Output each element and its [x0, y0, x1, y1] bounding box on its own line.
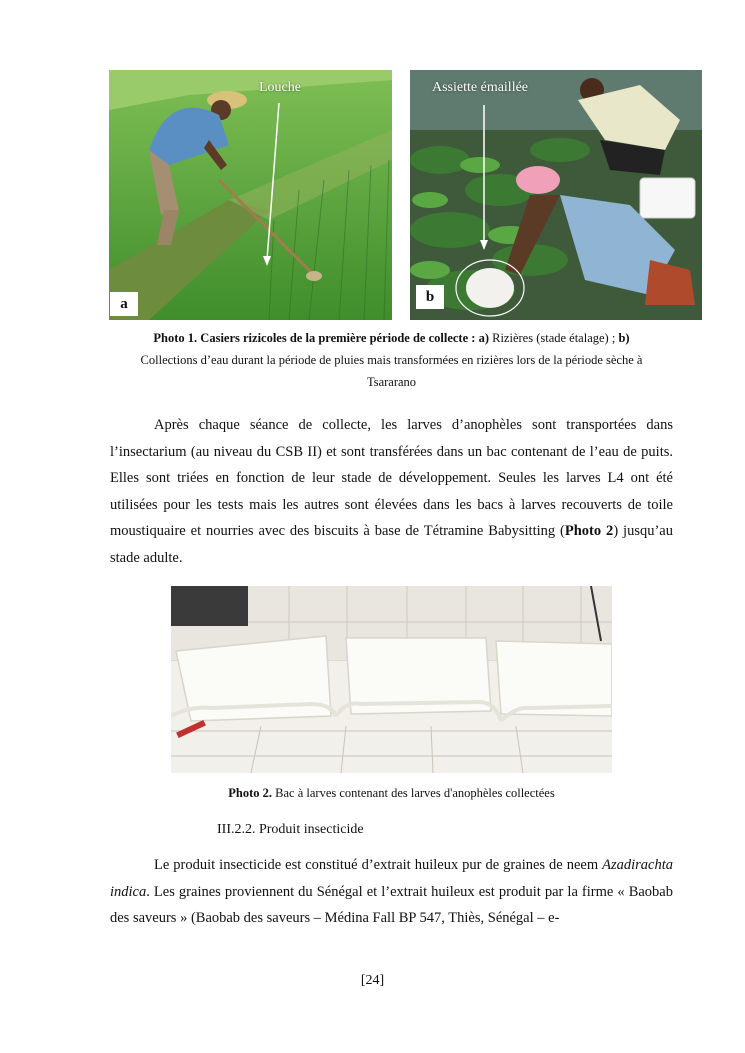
photo-1-caption-a-key: a) — [478, 331, 489, 345]
photo-1-caption-b-key: b) — [618, 331, 630, 345]
photo-1-caption-a-text: Rizières (stade étalage) ; — [492, 331, 616, 345]
photo-2-caption — [100, 782, 683, 804]
photo-1-caption — [100, 327, 683, 393]
photo-1-caption-b-text: Collections d’eau durant la période de pluies mais transformées en rizières lors de la période sèche à — [140, 353, 643, 367]
photo-2-caption-title: Photo 2. — [228, 786, 273, 800]
paragraph-1-text-before: Après chaque séance de collecte, les larves d’anophèles sont transportées dans l’insectarium (au niveau du CSB II) et sont transférées dans un bac contenant de l’eau de puits. Elles sont triées en fonction de leur stade de développement. Seules les larves L4 ont été utilisées pour les tests mais les autres sont élevées dans les bacs à larves recouverts de toile moustiquaire et nourries avec des biscuits à base de Tétramine Babysitting ( — [110, 417, 673, 539]
page-number: [24] — [360, 973, 385, 988]
photo-2-larvae-trays — [171, 586, 612, 773]
section-heading: III.2.2. Produit insecticide — [217, 822, 364, 837]
photo-1b-letter: b — [416, 285, 444, 309]
photo-1b-water-collection — [410, 70, 702, 320]
paragraph-2-species: Azadirachta indica — [110, 857, 673, 900]
photo-1-caption-b-text2: Tsararano — [366, 375, 417, 389]
photo-2-illustration — [171, 586, 612, 773]
photo-1a-rice-field — [109, 70, 392, 320]
paragraph-1-text-after: ) jusqu’au stade adulte. — [110, 523, 673, 566]
photo-1a-illustration — [109, 70, 392, 320]
paragraph-2-text-after: . Les graines proviennent du Sénégal et l’extrait huileux est produit par la firme « Baobab des saveurs » (Baobab des saveurs – Médina Fall BP 547, Thiès, Sénégal – e- — [110, 883, 673, 926]
photo-1a-letter: a — [110, 292, 138, 316]
photo-1b-label: Assiette émaillée — [432, 80, 529, 95]
paragraph-2-text-before: Le produit insecticide est constitué d’extrait huileux pur de graines de neem — [154, 857, 603, 873]
paragraph-1-photo-ref: Photo 2 — [564, 523, 614, 539]
photo-1a-label: Louche — [259, 80, 301, 95]
photo-1-caption-title: Photo 1. Casiers rizicoles de la première période de collecte : — [153, 331, 476, 345]
paragraph-collection-larvae — [110, 412, 673, 571]
photo-1b-illustration — [410, 70, 702, 320]
paragraph-insecticide — [110, 852, 673, 932]
photo-2-caption-text: Bac à larves contenant des larves d'anophèles collectées — [275, 786, 555, 800]
